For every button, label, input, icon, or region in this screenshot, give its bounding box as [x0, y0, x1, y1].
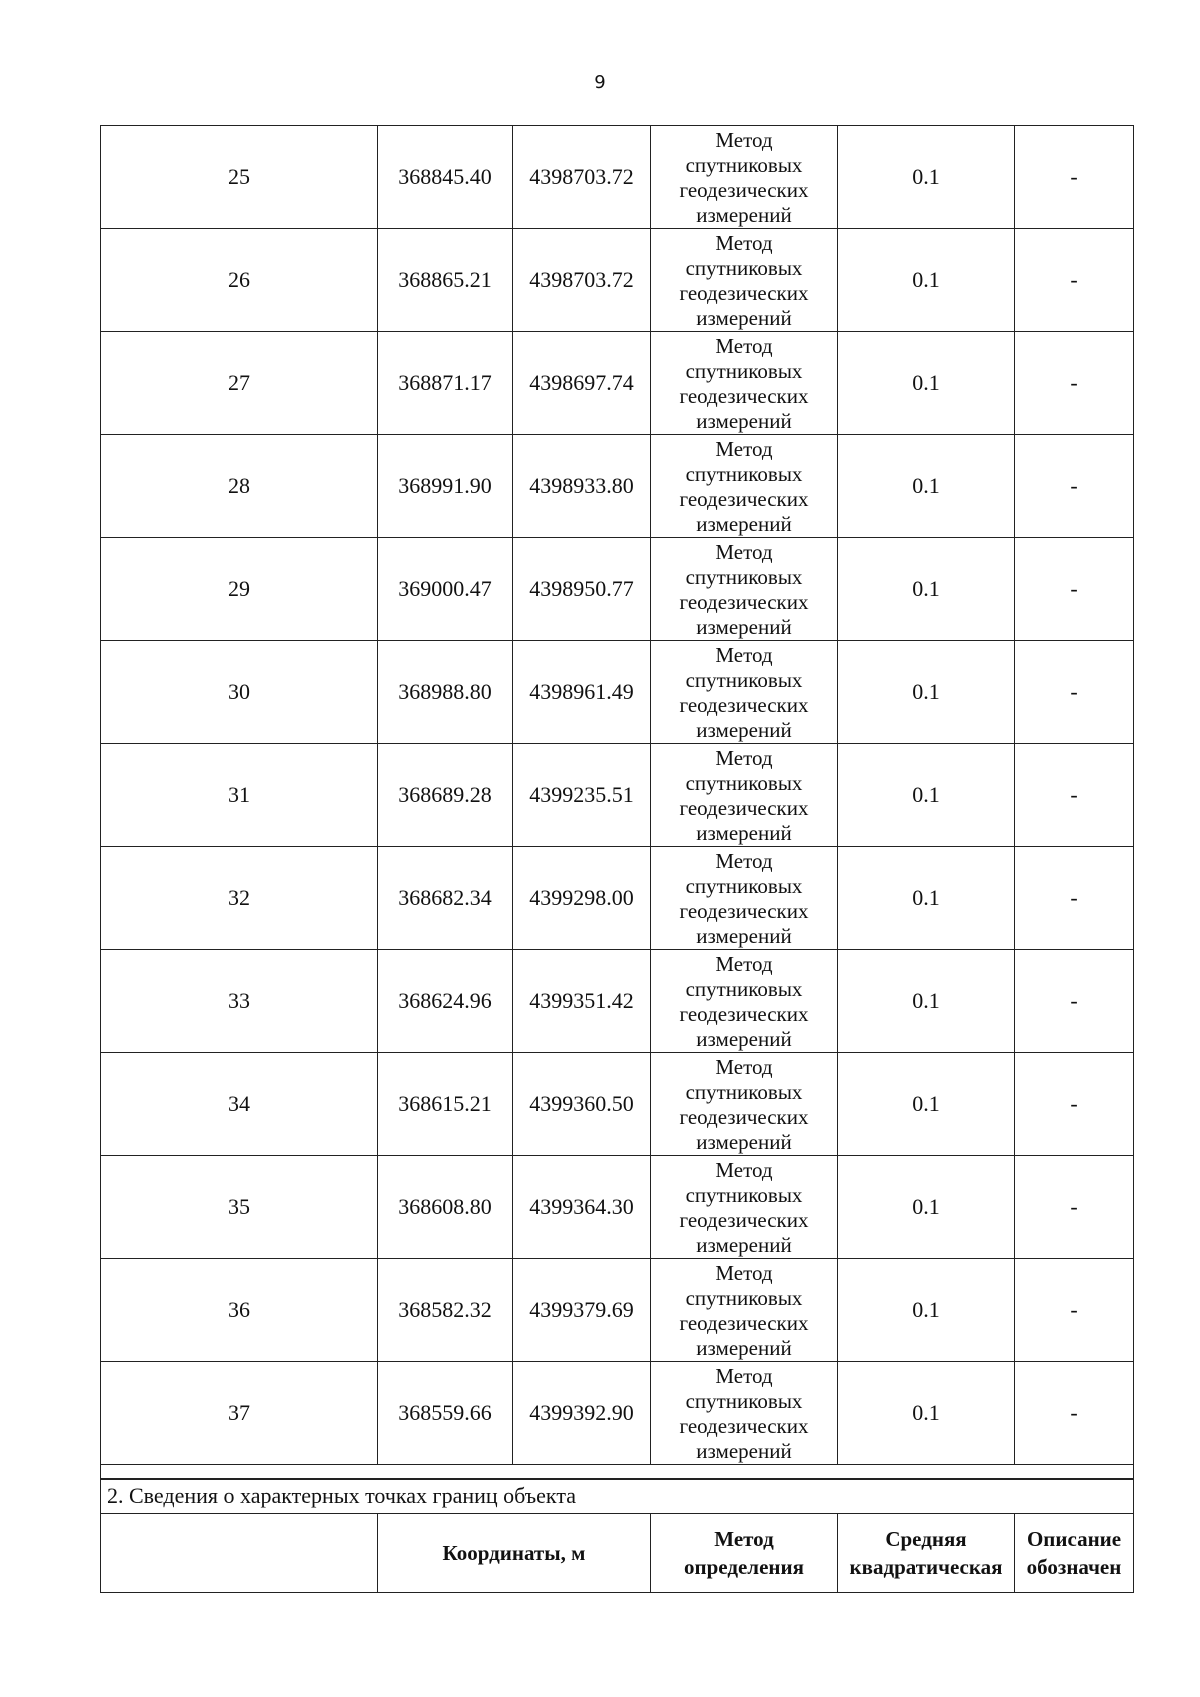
- method-line: измерений: [696, 615, 792, 639]
- method-line: измерений: [696, 306, 792, 330]
- method-line: Метод: [715, 1364, 773, 1388]
- point-number-cell: 27: [101, 332, 378, 435]
- method-line: измерений: [696, 1439, 792, 1463]
- x-coordinate-cell: 368559.66: [378, 1362, 513, 1465]
- point-number-cell: 37: [101, 1362, 378, 1465]
- method-line: Метод: [715, 746, 773, 770]
- header-method-line2: определения: [684, 1555, 804, 1579]
- table-row: [101, 538, 1134, 641]
- accuracy-cell: 0.1: [838, 1053, 1015, 1156]
- method-cell: [651, 1362, 838, 1465]
- point-number-cell: 33: [101, 950, 378, 1053]
- method-line: измерений: [696, 924, 792, 948]
- y-coordinate-cell: 4398950.77: [513, 538, 651, 641]
- header-point-number-empty: [101, 1514, 378, 1593]
- description-cell: -: [1015, 126, 1134, 229]
- y-coordinate-cell: 4399392.90: [513, 1362, 651, 1465]
- table-row: [101, 126, 1134, 229]
- x-coordinate-cell: 368689.28: [378, 744, 513, 847]
- header-accuracy: [838, 1514, 1015, 1593]
- x-coordinate-cell: 368845.40: [378, 126, 513, 229]
- header-description-line2: обозначен: [1026, 1555, 1122, 1579]
- table-row: [101, 1362, 1134, 1465]
- method-line: Метод: [715, 231, 773, 255]
- method-line: измерений: [696, 821, 792, 845]
- header-description: [1015, 1514, 1134, 1593]
- method-line: Метод: [715, 643, 773, 667]
- description-cell: -: [1015, 229, 1134, 332]
- x-coordinate-cell: 368988.80: [378, 641, 513, 744]
- method-cell: [651, 847, 838, 950]
- header-method-line1: Метод: [714, 1527, 774, 1551]
- header-coordinates: Координаты, м: [378, 1514, 651, 1593]
- point-number-cell: 30: [101, 641, 378, 744]
- description-cell: -: [1015, 538, 1134, 641]
- description-cell: -: [1015, 1259, 1134, 1362]
- x-coordinate-cell: 368615.21: [378, 1053, 513, 1156]
- method-line: спутниковых: [685, 874, 803, 898]
- boundary-points-info-table: [100, 1478, 1134, 1593]
- accuracy-cell: 0.1: [838, 950, 1015, 1053]
- x-coordinate-cell: 368682.34: [378, 847, 513, 950]
- description-cell: -: [1015, 1362, 1134, 1465]
- points-table: [100, 125, 1134, 1480]
- method-cell: [651, 1156, 838, 1259]
- accuracy-cell: 0.1: [838, 1156, 1015, 1259]
- method-line: спутниковых: [685, 256, 803, 280]
- description-cell: -: [1015, 1053, 1134, 1156]
- table-row: [101, 1259, 1134, 1362]
- method-line: Метод: [715, 334, 773, 358]
- page-number: 9: [594, 72, 606, 93]
- accuracy-cell: 0.1: [838, 538, 1015, 641]
- method-line: спутниковых: [685, 1080, 803, 1104]
- method-line: геодезических: [679, 899, 809, 923]
- method-line: Метод: [715, 952, 773, 976]
- accuracy-cell: 0.1: [838, 332, 1015, 435]
- section-title: 2. Сведения о характерных точках границ объекта: [101, 1479, 1134, 1514]
- method-line: геодезических: [679, 796, 809, 820]
- method-line: спутниковых: [685, 977, 803, 1001]
- method-line: спутниковых: [685, 462, 803, 486]
- point-number-cell: 25: [101, 126, 378, 229]
- description-cell: -: [1015, 332, 1134, 435]
- header-row: [101, 1514, 1134, 1593]
- table-row: [101, 847, 1134, 950]
- point-number-cell: 26: [101, 229, 378, 332]
- method-line: измерений: [696, 1336, 792, 1360]
- method-line: спутниковых: [685, 565, 803, 589]
- method-cell: [651, 538, 838, 641]
- description-cell: -: [1015, 950, 1134, 1053]
- method-cell: [651, 332, 838, 435]
- header-accuracy-line2: квадратическая: [849, 1555, 1003, 1579]
- x-coordinate-cell: 369000.47: [378, 538, 513, 641]
- method-line: геодезических: [679, 1105, 809, 1129]
- x-coordinate-cell: 368991.90: [378, 435, 513, 538]
- x-coordinate-cell: 368582.32: [378, 1259, 513, 1362]
- method-line: Метод: [715, 437, 773, 461]
- method-cell: [651, 1259, 838, 1362]
- y-coordinate-cell: 4399351.42: [513, 950, 651, 1053]
- method-cell: [651, 950, 838, 1053]
- x-coordinate-cell: 368865.21: [378, 229, 513, 332]
- method-line: геодезических: [679, 1414, 809, 1438]
- method-line: Метод: [715, 1158, 773, 1182]
- method-cell: [651, 126, 838, 229]
- y-coordinate-cell: 4399364.30: [513, 1156, 651, 1259]
- method-cell: [651, 641, 838, 744]
- points-table-body: [101, 126, 1134, 1480]
- method-line: геодезических: [679, 1208, 809, 1232]
- point-number-cell: 36: [101, 1259, 378, 1362]
- description-cell: -: [1015, 847, 1134, 950]
- description-cell: -: [1015, 435, 1134, 538]
- accuracy-cell: 0.1: [838, 435, 1015, 538]
- method-cell: [651, 229, 838, 332]
- method-line: геодезических: [679, 384, 809, 408]
- method-line: геодезических: [679, 590, 809, 614]
- method-line: измерений: [696, 203, 792, 227]
- x-coordinate-cell: 368624.96: [378, 950, 513, 1053]
- y-coordinate-cell: 4399298.00: [513, 847, 651, 950]
- description-cell: -: [1015, 744, 1134, 847]
- header-method: [651, 1514, 838, 1593]
- table-row: [101, 744, 1134, 847]
- accuracy-cell: 0.1: [838, 126, 1015, 229]
- method-cell: [651, 744, 838, 847]
- method-line: измерений: [696, 409, 792, 433]
- method-line: спутниковых: [685, 359, 803, 383]
- table-row: [101, 332, 1134, 435]
- x-coordinate-cell: 368871.17: [378, 332, 513, 435]
- table-row: [101, 1053, 1134, 1156]
- method-cell: [651, 1053, 838, 1156]
- method-line: Метод: [715, 1055, 773, 1079]
- description-cell: -: [1015, 641, 1134, 744]
- accuracy-cell: 0.1: [838, 641, 1015, 744]
- y-coordinate-cell: 4398933.80: [513, 435, 651, 538]
- point-number-cell: 32: [101, 847, 378, 950]
- method-line: геодезических: [679, 178, 809, 202]
- table-row: [101, 435, 1134, 538]
- accuracy-cell: 0.1: [838, 1362, 1015, 1465]
- method-line: геодезических: [679, 1002, 809, 1026]
- method-line: измерений: [696, 512, 792, 536]
- method-line: геодезических: [679, 487, 809, 511]
- accuracy-cell: 0.1: [838, 744, 1015, 847]
- accuracy-cell: 0.1: [838, 847, 1015, 950]
- point-number-cell: 35: [101, 1156, 378, 1259]
- method-line: измерений: [696, 1233, 792, 1257]
- method-line: спутниковых: [685, 1183, 803, 1207]
- y-coordinate-cell: 4399235.51: [513, 744, 651, 847]
- header-description-line1: Описание: [1026, 1527, 1122, 1551]
- method-line: спутниковых: [685, 1389, 803, 1413]
- point-number-cell: 31: [101, 744, 378, 847]
- method-line: спутниковых: [685, 668, 803, 692]
- method-line: спутниковых: [685, 771, 803, 795]
- y-coordinate-cell: 4399379.69: [513, 1259, 651, 1362]
- accuracy-cell: 0.1: [838, 1259, 1015, 1362]
- method-line: измерений: [696, 1130, 792, 1154]
- description-cell: -: [1015, 1156, 1134, 1259]
- method-line: геодезических: [679, 693, 809, 717]
- y-coordinate-cell: 4398703.72: [513, 126, 651, 229]
- y-coordinate-cell: 4398961.49: [513, 641, 651, 744]
- header-accuracy-line1: Средняя: [885, 1527, 967, 1551]
- method-cell: [651, 435, 838, 538]
- method-line: геодезических: [679, 1311, 809, 1335]
- method-line: измерений: [696, 1027, 792, 1051]
- y-coordinate-cell: 4398703.72: [513, 229, 651, 332]
- method-line: спутниковых: [685, 153, 803, 177]
- method-line: геодезических: [679, 281, 809, 305]
- method-line: спутниковых: [685, 1286, 803, 1310]
- method-line: Метод: [715, 849, 773, 873]
- method-line: Метод: [715, 128, 773, 152]
- point-number-cell: 29: [101, 538, 378, 641]
- accuracy-cell: 0.1: [838, 229, 1015, 332]
- point-number-cell: 34: [101, 1053, 378, 1156]
- x-coordinate-cell: 368608.80: [378, 1156, 513, 1259]
- table-row: [101, 1156, 1134, 1259]
- method-line: Метод: [715, 540, 773, 564]
- method-line: измерений: [696, 718, 792, 742]
- table-row: [101, 229, 1134, 332]
- point-number-cell: 28: [101, 435, 378, 538]
- method-line: Метод: [715, 1261, 773, 1285]
- table-row: [101, 641, 1134, 744]
- y-coordinate-cell: 4399360.50: [513, 1053, 651, 1156]
- y-coordinate-cell: 4398697.74: [513, 332, 651, 435]
- table-row: [101, 950, 1134, 1053]
